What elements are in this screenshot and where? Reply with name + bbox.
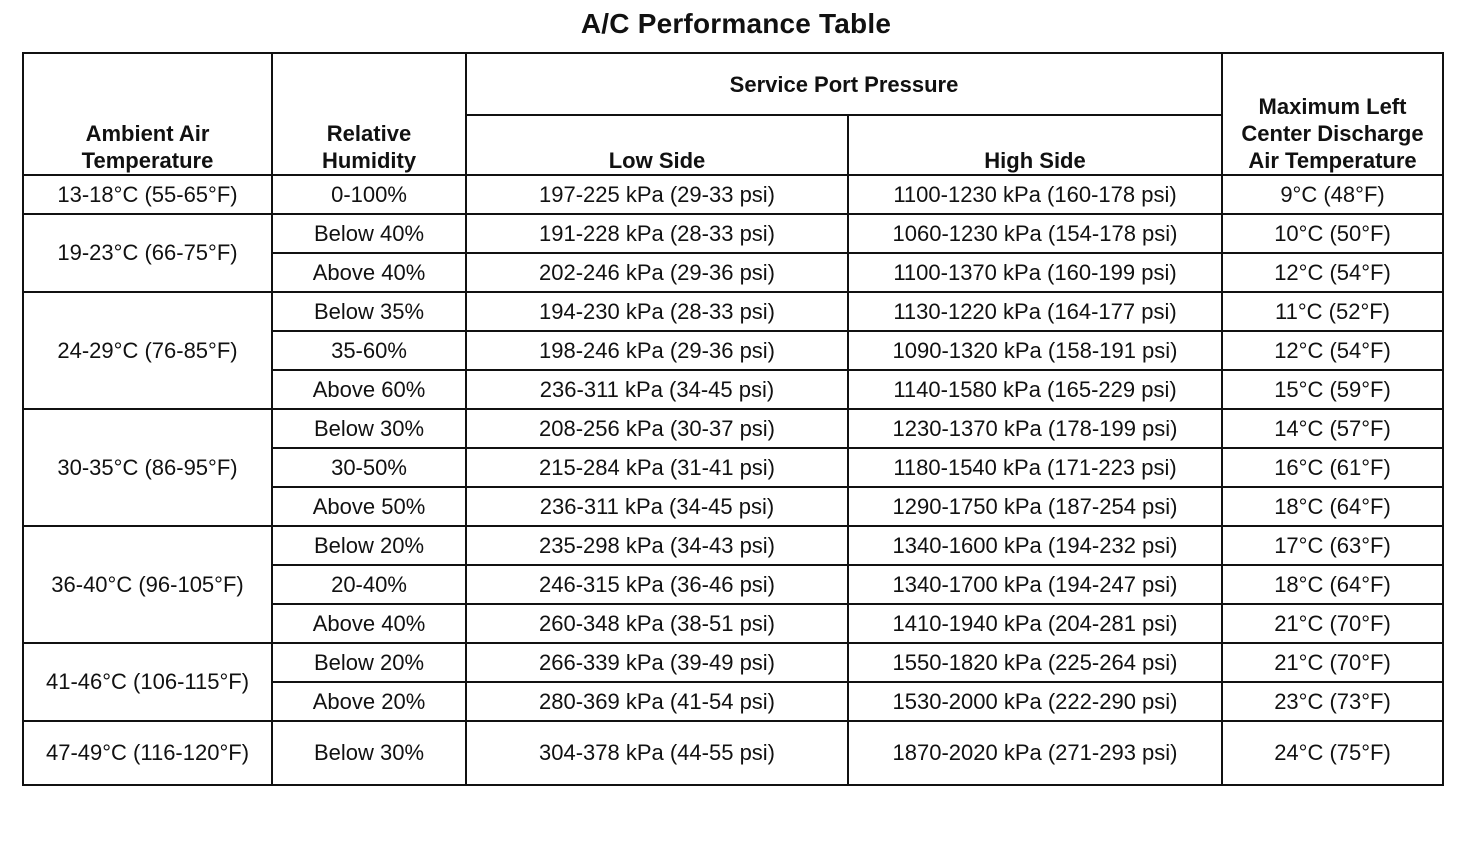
low-side-pressure-cell: 266-339 kPa (39-49 psi) bbox=[466, 643, 848, 682]
high-side-pressure-cell: 1340-1600 kPa (194-232 psi) bbox=[848, 526, 1222, 565]
ambient-temperature-cell: 13-18°C (55-65°F) bbox=[23, 175, 272, 214]
ambient-temperature-cell: 24-29°C (76-85°F) bbox=[23, 292, 272, 409]
max-discharge-temperature-cell: 11°C (52°F) bbox=[1222, 292, 1443, 331]
relative-humidity-cell: Below 30% bbox=[272, 409, 466, 448]
low-side-pressure-cell: 280-369 kPa (41-54 psi) bbox=[466, 682, 848, 721]
relative-humidity-cell: Below 20% bbox=[272, 526, 466, 565]
ambient-temperature-cell: 30-35°C (86-95°F) bbox=[23, 409, 272, 526]
high-side-pressure-cell: 1060-1230 kPa (154-178 psi) bbox=[848, 214, 1222, 253]
max-discharge-temperature-cell: 21°C (70°F) bbox=[1222, 643, 1443, 682]
low-side-pressure-cell: 197-225 kPa (29-33 psi) bbox=[466, 175, 848, 214]
low-side-pressure-cell: 202-246 kPa (29-36 psi) bbox=[466, 253, 848, 292]
table-row bbox=[23, 643, 1443, 682]
max-discharge-temperature-cell: 17°C (63°F) bbox=[1222, 526, 1443, 565]
table-row bbox=[23, 292, 1443, 331]
table-row bbox=[23, 409, 1443, 448]
max-discharge-temperature-cell: 23°C (73°F) bbox=[1222, 682, 1443, 721]
relative-humidity-cell: Above 40% bbox=[272, 253, 466, 292]
table-header bbox=[23, 53, 1443, 175]
relative-humidity-cell: 30-50% bbox=[272, 448, 466, 487]
table-title: A/C Performance Table bbox=[580, 8, 892, 39]
ambient-temperature-cell: 47-49°C (116-120°F) bbox=[23, 721, 272, 785]
table-row bbox=[23, 175, 1443, 214]
header-low-side: Low Side bbox=[466, 115, 848, 175]
low-side-pressure-cell: 235-298 kPa (34-43 psi) bbox=[466, 526, 848, 565]
max-discharge-temperature-cell: 12°C (54°F) bbox=[1222, 253, 1443, 292]
high-side-pressure-cell: 1340-1700 kPa (194-247 psi) bbox=[848, 565, 1222, 604]
header-relative-humidity: Relative Humidity bbox=[272, 53, 466, 175]
ambient-temperature-cell: 41-46°C (106-115°F) bbox=[23, 643, 272, 721]
max-discharge-temperature-cell: 10°C (50°F) bbox=[1222, 214, 1443, 253]
header-max-discharge-air-temperature: Maximum Left Center Discharge Air Temperature bbox=[1222, 53, 1443, 175]
header-high-side: High Side bbox=[848, 115, 1222, 175]
high-side-pressure-cell: 1130-1220 kPa (164-177 psi) bbox=[848, 292, 1222, 331]
low-side-pressure-cell: 304-378 kPa (44-55 psi) bbox=[466, 721, 848, 785]
high-side-pressure-cell: 1290-1750 kPa (187-254 psi) bbox=[848, 487, 1222, 526]
high-side-pressure-cell: 1410-1940 kPa (204-281 psi) bbox=[848, 604, 1222, 643]
low-side-pressure-cell: 194-230 kPa (28-33 psi) bbox=[466, 292, 848, 331]
ambient-temperature-cell: 19-23°C (66-75°F) bbox=[23, 214, 272, 292]
high-side-pressure-cell: 1550-1820 kPa (225-264 psi) bbox=[848, 643, 1222, 682]
high-side-pressure-cell: 1230-1370 kPa (178-199 psi) bbox=[848, 409, 1222, 448]
max-discharge-temperature-cell: 16°C (61°F) bbox=[1222, 448, 1443, 487]
max-discharge-temperature-cell: 24°C (75°F) bbox=[1222, 721, 1443, 785]
ambient-temperature-cell: 36-40°C (96-105°F) bbox=[23, 526, 272, 643]
high-side-pressure-cell: 1140-1580 kPa (165-229 psi) bbox=[848, 370, 1222, 409]
relative-humidity-cell: Above 20% bbox=[272, 682, 466, 721]
high-side-pressure-cell: 1870-2020 kPa (271-293 psi) bbox=[848, 721, 1222, 785]
relative-humidity-cell: 35-60% bbox=[272, 331, 466, 370]
max-discharge-temperature-cell: 14°C (57°F) bbox=[1222, 409, 1443, 448]
high-side-pressure-cell: 1530-2000 kPa (222-290 psi) bbox=[848, 682, 1222, 721]
high-side-pressure-cell: 1100-1230 kPa (160-178 psi) bbox=[848, 175, 1222, 214]
relative-humidity-cell: Below 20% bbox=[272, 643, 466, 682]
table-row bbox=[23, 214, 1443, 253]
max-discharge-temperature-cell: 21°C (70°F) bbox=[1222, 604, 1443, 643]
relative-humidity-cell: Below 40% bbox=[272, 214, 466, 253]
relative-humidity-cell: Above 40% bbox=[272, 604, 466, 643]
relative-humidity-cell: Above 50% bbox=[272, 487, 466, 526]
ac-performance-table bbox=[22, 52, 1444, 786]
low-side-pressure-cell: 208-256 kPa (30-37 psi) bbox=[466, 409, 848, 448]
low-side-pressure-cell: 198-246 kPa (29-36 psi) bbox=[466, 331, 848, 370]
relative-humidity-cell: Below 30% bbox=[272, 721, 466, 785]
relative-humidity-cell: 0-100% bbox=[272, 175, 466, 214]
max-discharge-temperature-cell: 9°C (48°F) bbox=[1222, 175, 1443, 214]
table-body bbox=[23, 175, 1443, 785]
header-ambient-air-temperature: Ambient Air Temperature bbox=[23, 53, 272, 175]
relative-humidity-cell: Below 35% bbox=[272, 292, 466, 331]
max-discharge-temperature-cell: 15°C (59°F) bbox=[1222, 370, 1443, 409]
relative-humidity-cell: Above 60% bbox=[272, 370, 466, 409]
low-side-pressure-cell: 260-348 kPa (38-51 psi) bbox=[466, 604, 848, 643]
high-side-pressure-cell: 1180-1540 kPa (171-223 psi) bbox=[848, 448, 1222, 487]
low-side-pressure-cell: 215-284 kPa (31-41 psi) bbox=[466, 448, 848, 487]
max-discharge-temperature-cell: 18°C (64°F) bbox=[1222, 565, 1443, 604]
low-side-pressure-cell: 236-311 kPa (34-45 psi) bbox=[466, 487, 848, 526]
table-row bbox=[23, 526, 1443, 565]
low-side-pressure-cell: 191-228 kPa (28-33 psi) bbox=[466, 214, 848, 253]
low-side-pressure-cell: 236-311 kPa (34-45 psi) bbox=[466, 370, 848, 409]
max-discharge-temperature-cell: 12°C (54°F) bbox=[1222, 331, 1443, 370]
relative-humidity-cell: 20-40% bbox=[272, 565, 466, 604]
header-service-port-pressure: Service Port Pressure bbox=[466, 53, 1222, 115]
table-row bbox=[23, 721, 1443, 785]
high-side-pressure-cell: 1090-1320 kPa (158-191 psi) bbox=[848, 331, 1222, 370]
high-side-pressure-cell: 1100-1370 kPa (160-199 psi) bbox=[848, 253, 1222, 292]
max-discharge-temperature-cell: 18°C (64°F) bbox=[1222, 487, 1443, 526]
low-side-pressure-cell: 246-315 kPa (36-46 psi) bbox=[466, 565, 848, 604]
